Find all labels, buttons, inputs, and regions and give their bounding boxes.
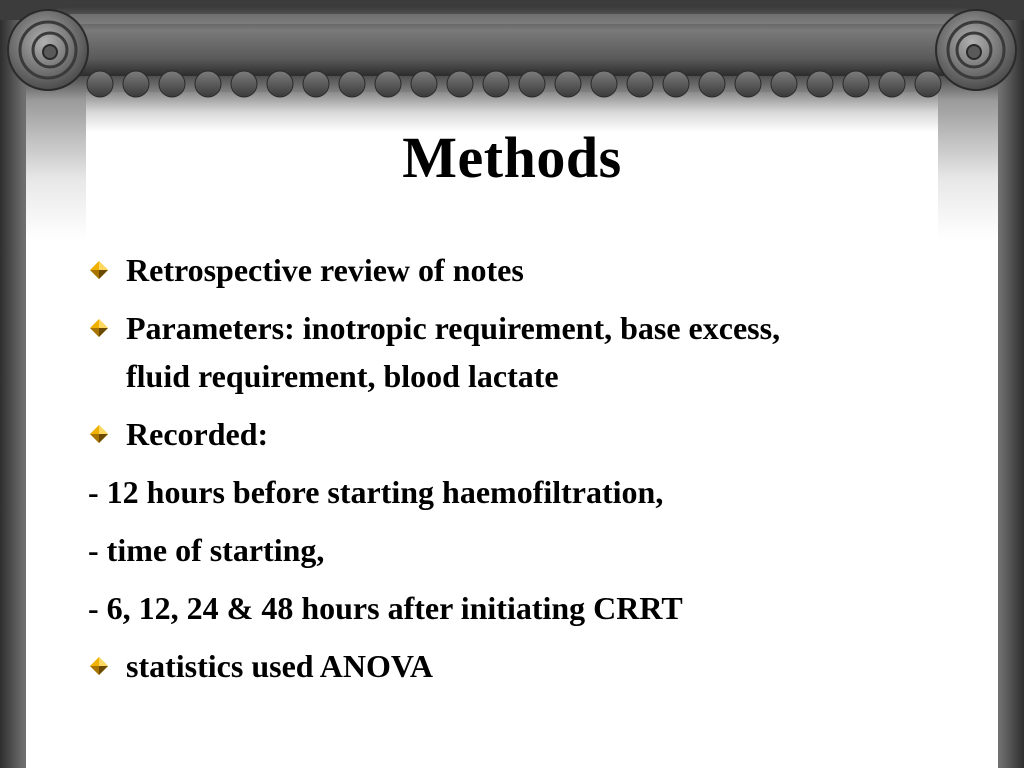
bullet-item	[88, 642, 888, 690]
sub-item-text: - 6, 12, 24 & 48 hours after initiating CRRT	[88, 590, 683, 626]
bullet-text: Recorded:	[126, 416, 269, 452]
slide-body	[88, 246, 888, 690]
diamond-bullet-icon	[90, 319, 108, 337]
slide-title: Methods	[402, 125, 622, 190]
bullet-item	[88, 304, 888, 400]
bullet-text: Retrospective review of notes	[126, 252, 524, 288]
sub-item	[88, 526, 888, 574]
diamond-bullet-icon	[90, 261, 108, 279]
sub-item	[88, 468, 888, 516]
sub-item	[88, 584, 888, 632]
bullet-text: statistics used ANOVA	[126, 648, 433, 684]
right-scroll-icon	[936, 10, 1016, 90]
diamond-bullet-icon	[90, 657, 108, 675]
bullet-item	[88, 410, 888, 458]
diamond-bullet-icon	[90, 425, 108, 443]
sub-item-text: - 12 hours before starting haemofiltration,	[88, 474, 664, 510]
bullet-item	[88, 246, 888, 294]
sub-item-text: - time of starting,	[88, 532, 325, 568]
bullet-text: Parameters: inotropic requirement, base excess, fluid requirement, blood lactate	[126, 310, 781, 394]
ionic-capital-header	[0, 0, 1024, 96]
left-scroll-icon	[8, 10, 88, 90]
